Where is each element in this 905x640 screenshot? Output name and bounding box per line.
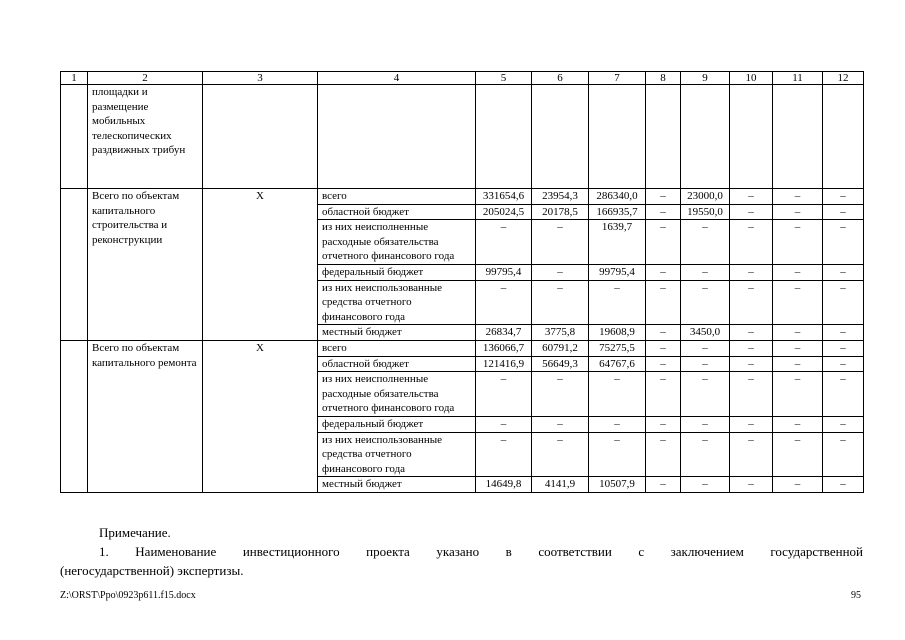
value-cell: –: [773, 204, 823, 220]
column-number: 6: [532, 72, 589, 85]
value-cell: 1639,7: [589, 220, 646, 265]
row-label: всего: [318, 340, 476, 356]
value-cell: –: [532, 372, 589, 417]
value-cell: –: [823, 477, 864, 493]
value-cell: –: [730, 280, 773, 325]
value-cell: –: [532, 220, 589, 265]
value-cell: 23000,0: [681, 189, 730, 205]
value-cell: –: [589, 280, 646, 325]
value-cell: –: [823, 340, 864, 356]
value-cell: –: [476, 372, 532, 417]
value-cell: –: [823, 220, 864, 265]
continuation-project-name: площадки и размещение мобильных телескопических раздвижных трибун: [88, 85, 203, 189]
column-number: 12: [823, 72, 864, 85]
table-row: [61, 189, 864, 205]
value-cell: –: [646, 280, 681, 325]
value-cell: –: [646, 220, 681, 265]
value-cell: –: [823, 325, 864, 341]
value-cell: –: [773, 220, 823, 265]
value-cell: –: [773, 356, 823, 372]
row-label: федеральный бюджет: [318, 264, 476, 280]
value-cell: –: [773, 189, 823, 205]
section-marker: Х: [203, 189, 318, 341]
column-number: 3: [203, 72, 318, 85]
section-marker: Х: [203, 340, 318, 492]
value-cell: 60791,2: [532, 340, 589, 356]
continuation-row: [61, 85, 864, 189]
value-cell: –: [646, 204, 681, 220]
value-cell: –: [681, 340, 730, 356]
row-label: областной бюджет: [318, 356, 476, 372]
value-cell: 331654,6: [476, 189, 532, 205]
row-label: федеральный бюджет: [318, 416, 476, 432]
value-cell: –: [773, 416, 823, 432]
value-cell: 23954,3: [532, 189, 589, 205]
value-cell: 99795,4: [589, 264, 646, 280]
value-cell: –: [646, 372, 681, 417]
value-cell: –: [773, 325, 823, 341]
value-cell: –: [730, 204, 773, 220]
value-cell: –: [589, 416, 646, 432]
value-cell: 19550,0: [681, 204, 730, 220]
value-cell: –: [823, 204, 864, 220]
value-cell: 136066,7: [476, 340, 532, 356]
value-cell: –: [681, 220, 730, 265]
value-cell: –: [476, 220, 532, 265]
row-label: из них неисполненные расходные обязательства отчетного финансового года: [318, 372, 476, 417]
value-cell: –: [532, 264, 589, 280]
value-cell: –: [589, 432, 646, 477]
value-cell: 205024,5: [476, 204, 532, 220]
value-cell: –: [730, 264, 773, 280]
row-label: из них неиспользованные средства отчетного финансового года: [318, 280, 476, 325]
row-label: из них неисполненные расходные обязательства отчетного финансового года: [318, 220, 476, 265]
row-label: местный бюджет: [318, 477, 476, 493]
value-cell: –: [681, 477, 730, 493]
value-cell: 121416,9: [476, 356, 532, 372]
column-number: 11: [773, 72, 823, 85]
value-cell: –: [730, 432, 773, 477]
value-cell: –: [773, 264, 823, 280]
value-cell: –: [681, 280, 730, 325]
value-cell: –: [730, 477, 773, 493]
value-cell: –: [823, 416, 864, 432]
value-cell: –: [589, 372, 646, 417]
value-cell: –: [681, 356, 730, 372]
value-cell: 3450,0: [681, 325, 730, 341]
value-cell: –: [532, 280, 589, 325]
value-cell: 166935,7: [589, 204, 646, 220]
value-cell: –: [823, 432, 864, 477]
value-cell: –: [823, 264, 864, 280]
note-text-line-2: (негосударственной) экспертизы.: [60, 563, 244, 578]
value-cell: –: [773, 432, 823, 477]
value-cell: –: [773, 280, 823, 325]
value-cell: –: [773, 340, 823, 356]
column-number-row: [61, 72, 864, 85]
footer-file-path: Z:\ORST\Ppo\0923p611.f15.docx: [60, 590, 196, 601]
row-label: областной бюджет: [318, 204, 476, 220]
note-text-line-1: 1. Наименование инвестиционного проекта указано в соответствии с заключением государственной: [99, 544, 863, 559]
value-cell: –: [476, 432, 532, 477]
value-cell: –: [823, 280, 864, 325]
value-cell: –: [476, 416, 532, 432]
value-cell: –: [773, 477, 823, 493]
value-cell: 26834,7: [476, 325, 532, 341]
value-cell: –: [681, 432, 730, 477]
value-cell: –: [646, 325, 681, 341]
value-cell: 4141,9: [532, 477, 589, 493]
column-number: 10: [730, 72, 773, 85]
value-cell: –: [646, 356, 681, 372]
table-row: [61, 340, 864, 356]
value-cell: –: [773, 372, 823, 417]
value-cell: –: [730, 220, 773, 265]
value-cell: –: [646, 189, 681, 205]
section-name: Всего по объектам капитального ремонта: [88, 340, 203, 492]
value-cell: –: [681, 416, 730, 432]
column-number: 1: [61, 72, 88, 85]
column-number: 7: [589, 72, 646, 85]
value-cell: –: [730, 325, 773, 341]
value-cell: 20178,5: [532, 204, 589, 220]
column-number: 9: [681, 72, 730, 85]
value-cell: –: [646, 477, 681, 493]
column-number: 8: [646, 72, 681, 85]
row-label: всего: [318, 189, 476, 205]
value-cell: –: [730, 340, 773, 356]
value-cell: 75275,5: [589, 340, 646, 356]
value-cell: –: [646, 264, 681, 280]
column-number: 5: [476, 72, 532, 85]
value-cell: 64767,6: [589, 356, 646, 372]
value-cell: 19608,9: [589, 325, 646, 341]
value-cell: –: [730, 356, 773, 372]
value-cell: –: [823, 372, 864, 417]
value-cell: –: [646, 340, 681, 356]
value-cell: 14649,8: [476, 477, 532, 493]
page-number: 95: [851, 590, 861, 601]
value-cell: –: [730, 372, 773, 417]
value-cell: –: [476, 280, 532, 325]
data-table: [60, 71, 864, 493]
value-cell: –: [730, 416, 773, 432]
value-cell: –: [681, 372, 730, 417]
value-cell: –: [532, 432, 589, 477]
value-cell: 286340,0: [589, 189, 646, 205]
value-cell: 56649,3: [532, 356, 589, 372]
value-cell: –: [730, 189, 773, 205]
note-title: Примечание.: [99, 525, 171, 540]
value-cell: 10507,9: [589, 477, 646, 493]
value-cell: –: [681, 264, 730, 280]
value-cell: 3775,8: [532, 325, 589, 341]
value-cell: –: [646, 416, 681, 432]
row-label: местный бюджет: [318, 325, 476, 341]
value-cell: –: [823, 356, 864, 372]
column-number: 4: [318, 72, 476, 85]
value-cell: –: [646, 432, 681, 477]
value-cell: –: [823, 189, 864, 205]
column-number: 2: [88, 72, 203, 85]
section-name: Всего по объектам капитального строительства и реконструкции: [88, 189, 203, 341]
value-cell: 99795,4: [476, 264, 532, 280]
row-label: из них неиспользованные средства отчетного финансового года: [318, 432, 476, 477]
value-cell: –: [532, 416, 589, 432]
